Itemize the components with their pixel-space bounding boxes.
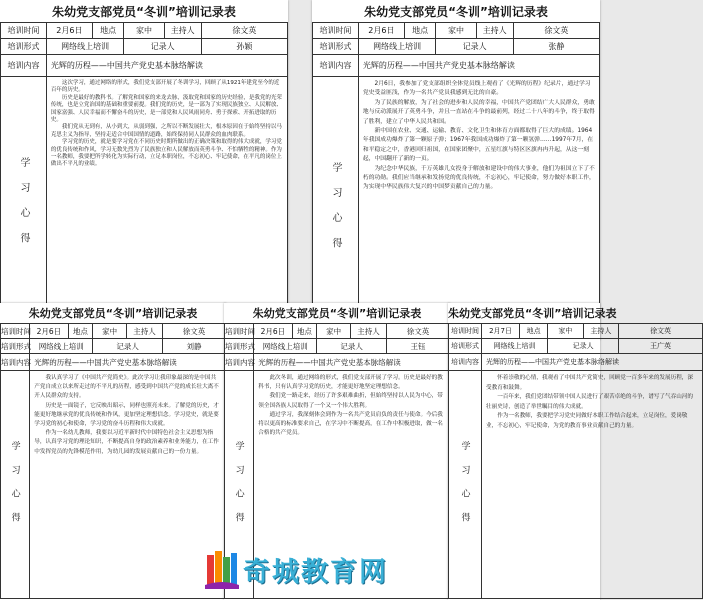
label-place: 地点 [520, 324, 548, 339]
record-sheet-2 [312, 0, 617, 340]
label-notes: 学 习 心 得 [17, 156, 29, 249]
value-host: 徐文英 [619, 324, 703, 339]
notes-paragraph: 怀着崇敬的心情，我观看了中国共产党简史，回顾党一百多年来的发展历程，深受教育和鼓舞。 [486, 375, 693, 391]
notes-paragraph: 一百年来，我们党团结带领中国人民进行了艰苦卓绝的斗争，谱写了气吞山河的壮丽史诗，创造了举世瞩目的伟大成就。 [486, 394, 693, 410]
label-form: 培训形式 [1, 339, 30, 354]
label-time: 培训时间 [1, 23, 47, 39]
value-form: 网络线上培训 [358, 39, 435, 55]
label-time: 培训时间 [449, 324, 482, 339]
label-recorder: 记录人 [436, 39, 513, 55]
label-notes: 学 习 心 得 [233, 441, 244, 528]
label-notes: 学 习 心 得 [9, 441, 20, 528]
value-form: 网络线上培训 [254, 339, 317, 354]
sheet-title: 朱幼党支部党员“冬训”培训记录表 [448, 307, 617, 320]
label-place: 地点 [68, 324, 93, 339]
notes-paragraph: 作为一名教师，我要把学习党史同做好本职工作结合起来，立足岗位，爱岗敬业，不忘初心，牢记使命，为党的教育事业贡献自己的力量。 [486, 413, 688, 429]
label-content: 培训内容 [1, 55, 47, 77]
label-place: 地点 [292, 324, 317, 339]
notes-paragraph: 历史是最好的教科书。了解党和国家的来龙去脉，汲取党和国家的历史经验，是我党的光荣传统，也是立党治国的基础和重要前提。我们党的历史，是一部为了实现民族独立、人民解放、国家富强、人民幸福而不懈奋斗的历史，是一部党和人民风雨同舟、勇于探索、开拓进取的历史。 [50, 94, 282, 124]
notes-paragraph: 通过学习，我深刻体会到作为一名共产党员肩负的责任与使命。今后我将以更高的标准要求自己，在学习中不断提高，在工作中积极进取，做一名合格的共产党员。 [258, 411, 443, 437]
label-content: 培训内容 [1, 354, 30, 371]
value-place: 家中 [317, 324, 351, 339]
record-table [312, 22, 617, 339]
notes-paragraph: 学习党的历史，就是要学习党在不同历史时期所做出的正确决策和取得的伟大成就，学习党的优良传统和作风，学习无数先烈为了民族独立和人民解放而英勇斗争、不怕牺牲的精神。作为一名教师，我要把所学转化为实际行动，立足本职岗位，不忘初心、牢记使命，在平凡的岗位上做出不平凡的业绩。 [50, 139, 282, 168]
label-host: 主持人 [583, 324, 619, 339]
notes-paragraph: 此次冬训，通过网络的形式，我们党支部开展了学习。历史是最好的教科书，只有认真学习党的历史，才能更好地坚定理想信念。 [258, 375, 443, 391]
sheet-title: 朱幼党支部党员“冬训”培训记录表 [52, 5, 236, 19]
value-place: 家中 [548, 324, 584, 339]
value-recorder: 王钰 [387, 339, 450, 354]
sheet-title: 朱幼党支部党员“冬训”培训记录表 [252, 307, 422, 320]
label-notes-cell [1, 77, 47, 329]
label-host: 主持人 [127, 324, 163, 339]
notes-body [30, 371, 226, 599]
label-form: 培训形式 [1, 39, 47, 55]
value-theme: 光辉的历程——中国共产党史基本脉络解读 [482, 354, 703, 371]
book-logo-icon [205, 549, 239, 589]
site-name: 奇城教育网 [243, 556, 388, 588]
record-sheet-3 [0, 303, 226, 600]
label-notes-cell [313, 77, 359, 339]
notes-paragraph: 我认真学习了《中国共产党简史》。此次学习让我印象最深的是中国共产党自成立以来所走过的不平凡的历程，感受到中国共产党的成长壮大离不开人民群众的支持。 [34, 375, 219, 400]
value-recorder: 刘静 [163, 339, 226, 354]
label-notes-cell [449, 371, 482, 599]
record-sheet-5 [448, 303, 693, 600]
value-form: 网络线上培训 [30, 339, 93, 354]
label-host: 主持人 [476, 23, 513, 39]
notes-paragraph: 为了民族的解放，为了社会的进步和人民的幸福，中国共产党团结广大人民群众，勇敢地与反动派展开了英勇斗争，并且一直站在斗争的最前列，经过二十八年的斗争，终于取得了胜利，建立了中华人民共和国。 [362, 99, 595, 125]
value-theme: 光辉的历程——中国共产党史基本脉络解读 [254, 354, 450, 371]
value-place: 家中 [93, 324, 127, 339]
label-recorder: 记录人 [548, 339, 619, 354]
label-content: 培训内容 [313, 55, 359, 77]
value-place: 家中 [436, 23, 476, 39]
notes-body [46, 77, 287, 329]
value-host: 徐文英 [201, 23, 287, 39]
notes-paragraph: 我们党一路走来，经历了许多艰难曲折，但始终坚持以人民为中心，带领全国各族人民取得了一个又一个伟大胜利。 [258, 393, 443, 409]
label-notes: 学 习 心 得 [459, 441, 470, 528]
label-time: 培训时间 [225, 324, 254, 339]
sheet-title: 朱幼党支部党员“冬训”培训记录表 [28, 307, 198, 320]
label-form: 培训形式 [313, 39, 359, 55]
label-place: 地点 [404, 23, 436, 39]
label-notes: 学 习 心 得 [329, 161, 341, 254]
value-place: 家中 [124, 23, 164, 39]
record-table [0, 22, 288, 329]
notes-paragraph: 我们党从无到有，从小到大，从弱到强，之所以不断发展壮大，根本原因在于始终坚持以马克思主义为指导，坚持走适合中国国情的道路，始终保持同人民群众的血肉联系。 [50, 124, 282, 138]
label-place: 地点 [92, 23, 124, 39]
label-content: 培训内容 [449, 354, 482, 371]
value-form: 网络线上培训 [482, 339, 548, 354]
value-date: 2月6日 [46, 23, 92, 39]
record-sheet-1 [0, 0, 288, 330]
value-host: 徐文英 [513, 23, 599, 39]
value-theme: 光辉的历程——中国共产党史基本脉络解读 [358, 55, 599, 77]
notes-paragraph: 新中国在农业、交通、运输、教育、文化卫生和体育方面都取得了巨大的成绩。1964年我国成功爆炸了第一颗原子弹；1967年我国成功爆炸了第一颗氢弹……1997年7月，在和平稳定之中，香港回归祖国，在国家团聚中，五星红旗与特区区旗冉冉升起，从这一刻起，中国翻开了新的一页。 [362, 128, 594, 163]
value-host: 徐文英 [387, 324, 450, 339]
value-recorder: 王广英 [619, 339, 703, 354]
label-form: 培训形式 [225, 339, 254, 354]
notes-paragraph: 这次学习，通过网络的形式，我们党支部开展了冬训学习，回顾了从1921年建党至今的近百年的历史。 [50, 80, 280, 94]
notes-paragraph: 历史是一面镜子，它反映出昭示，同样也照亮未来。了解党的历史，才能更好地继承党的优良传统和作风，更加坚定理想信念。学习党史，就是要学习党的初心和使命，学习党的奋斗历程和伟大成就。 [34, 402, 219, 428]
notes-body [482, 371, 703, 599]
label-content: 培训内容 [225, 354, 254, 371]
value-recorder: 张静 [513, 39, 599, 55]
value-form: 网络线上培训 [46, 39, 123, 55]
notes-paragraph: 2月6日，我参加了党支部组织全体党员线上观看了《光辉的历程》纪录片，通过学习党史受益匪浅，作为一名共产党员我感到无比的自豪。 [362, 81, 591, 97]
label-host: 主持人 [351, 324, 387, 339]
label-recorder: 记录人 [124, 39, 201, 55]
label-notes-cell [1, 371, 30, 599]
value-host: 徐文英 [163, 324, 226, 339]
label-recorder: 记录人 [317, 339, 387, 354]
value-theme: 光辉的历程——中国共产党史基本脉络解读 [46, 55, 287, 77]
value-theme: 光辉的历程——中国共产党史基本脉络解读 [30, 354, 226, 371]
record-table [448, 323, 703, 599]
sheet-title: 朱幼党支部党员“冬训”培训记录表 [364, 5, 548, 19]
label-host: 主持人 [164, 23, 201, 39]
label-time: 培训时间 [1, 324, 30, 339]
label-time: 培训时间 [313, 23, 359, 39]
site-watermark [205, 544, 415, 594]
value-date: 2月6日 [30, 324, 68, 339]
value-date: 2月6日 [254, 324, 292, 339]
value-date: 2月6日 [358, 23, 404, 39]
notes-paragraph: 作为一名幼儿教师，我要以习近平新时代中国特色社会主义思想为指导，认真学习党的理论知识，不断提高自身的政治素养和业务能力，在工作中发挥党员的先锋模范作用，为幼儿园的发展贡献自己的一份力量。 [34, 430, 219, 455]
record-table [0, 323, 226, 599]
value-date: 2月7日 [482, 324, 520, 339]
value-recorder: 孙颖 [201, 39, 287, 55]
label-recorder: 记录人 [93, 339, 163, 354]
label-form: 培训形式 [449, 339, 482, 354]
notes-paragraph: 为纪念中华民族，千万英雄儿女投身于解放和建设中的伟大事业，他们为祖国立下了不朽的功勋。我们应当继承和发扬党的优良传统，不忘初心，牢记使命，努力做好本职工作，为实现中华民族伟大复兴的中国梦贡献自己的力量。 [362, 165, 595, 191]
